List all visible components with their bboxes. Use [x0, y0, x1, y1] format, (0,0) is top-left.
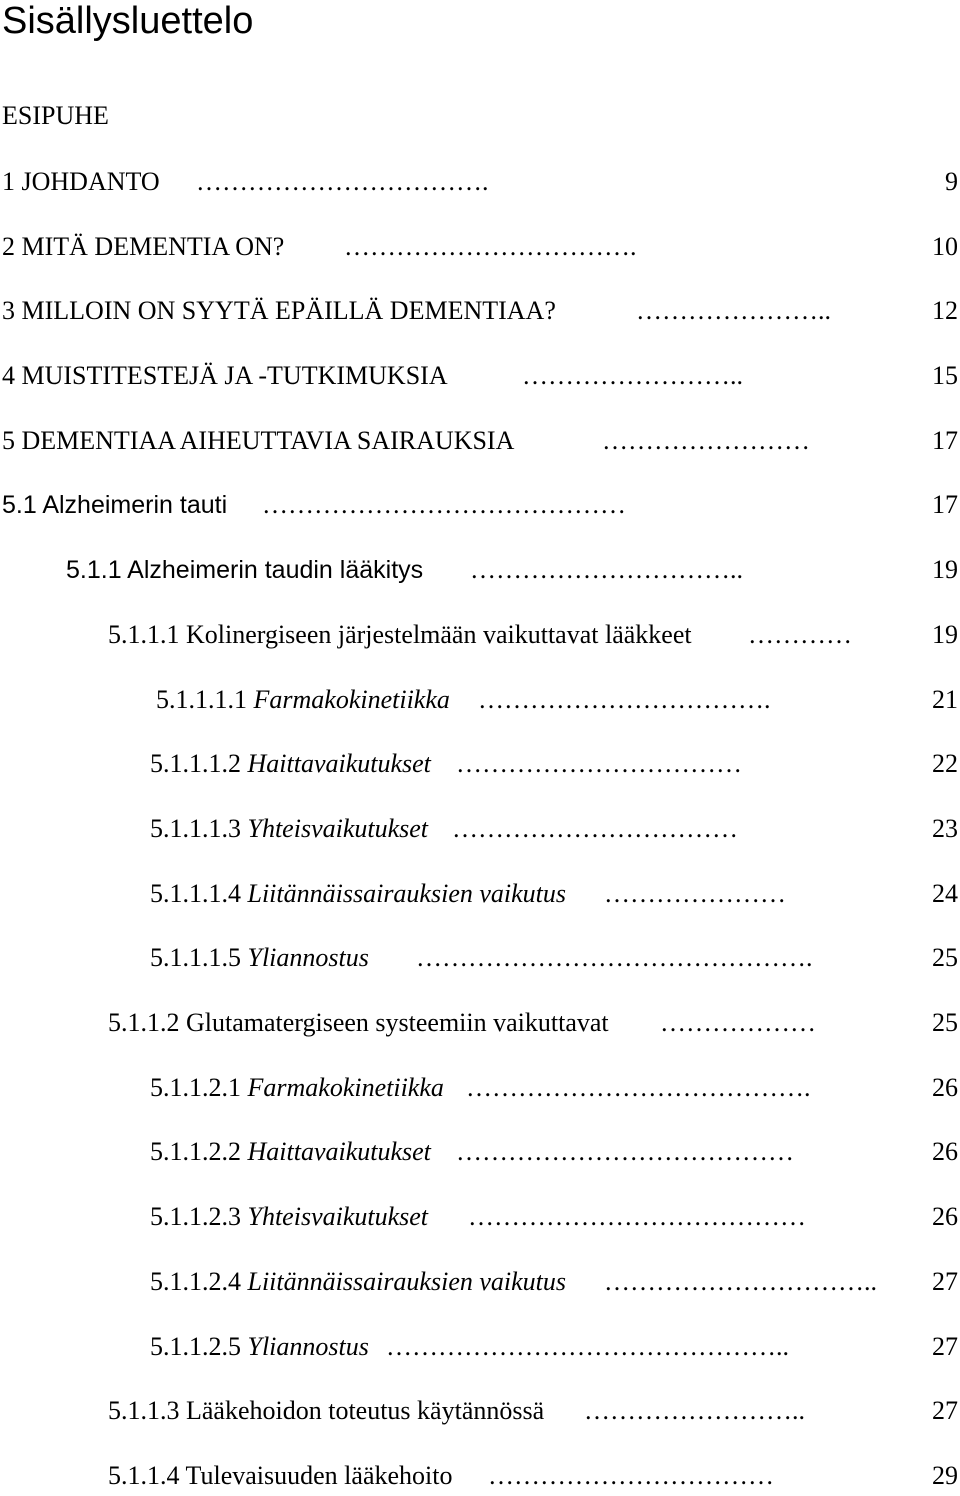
toc-entry: [0, 615, 960, 655]
toc-entry-text: [150, 1132, 431, 1172]
toc-entry-number: 5: [2, 426, 22, 455]
dot-leader: ………………………………….: [466, 1073, 811, 1102]
toc-entry-label: DEMENTIAA AIHEUTTAVIA SAIRAUKSIA: [21, 426, 515, 455]
dot-leader: ……………………………: [452, 814, 738, 843]
dot-leader: ………………………………………..: [386, 1332, 789, 1361]
toc-entry-text: [108, 1391, 544, 1431]
toc-entry-label: Alzheimerin tauti: [42, 491, 228, 519]
toc-entry-label: MILLOIN ON SYYTÄ EPÄILLÄ DEMENTIAA?: [21, 296, 556, 325]
toc-entry-number: 3: [2, 296, 22, 325]
toc-entry-label: Yhteisvaikutukset: [247, 814, 429, 843]
dot-leader: …………………..: [636, 296, 831, 325]
toc-entry-text: [108, 1456, 452, 1496]
toc-entry: [0, 1391, 960, 1431]
toc-entry-number: 5.1.1.1.2: [150, 749, 248, 778]
dot-leader: ……………………..: [522, 361, 743, 390]
toc-entry-label: MITÄ DEMENTIA ON?: [21, 232, 285, 261]
toc-entry: [0, 485, 960, 525]
dot-leader: …………: [748, 620, 852, 649]
toc-entry-number: 5.1.1.2.4: [150, 1267, 248, 1296]
toc-entry: [0, 680, 960, 720]
toc-entry-text: [66, 550, 423, 590]
page-number: 10: [932, 232, 958, 261]
toc-entry: [0, 550, 960, 590]
toc-entry-text: [156, 680, 450, 720]
toc-entry-number: 5.1.1.1.5: [150, 943, 248, 972]
toc-entry-text: [2, 485, 227, 525]
dot-leader: …………………………………: [468, 1202, 806, 1231]
toc-entry-text: [2, 96, 109, 136]
toc-entry: [0, 1003, 960, 1043]
toc-entry-number: 5.1.1.1: [108, 620, 186, 649]
toc-entry-text: [2, 421, 514, 461]
dot-leader: …………………………….: [344, 232, 637, 261]
toc-entry-number: 1: [2, 167, 22, 196]
page-number: 29: [932, 1461, 958, 1490]
dot-leader: ……………………………: [456, 749, 742, 778]
toc-entry-label: Alzheimerin taudin lääkitys: [127, 556, 424, 584]
toc-entry-label: Tulevaisuuden lääkehoito: [185, 1461, 453, 1490]
page-number: 19: [932, 555, 958, 584]
toc-entry-number: 5.1.1.2.1: [150, 1073, 248, 1102]
toc-entry-text: [2, 162, 160, 202]
dot-leader: ……………………..: [584, 1396, 805, 1425]
toc-entry-label: Liitännäissairauksien vaikutus: [247, 1267, 566, 1296]
page-number: 27: [932, 1267, 958, 1296]
toc-entry: [0, 291, 960, 331]
toc-entry-label: Liitännäissairauksien vaikutus: [247, 879, 566, 908]
toc-entry-label: Yliannostus: [247, 943, 369, 972]
toc-entry: [0, 1132, 960, 1172]
toc-entry-text: [150, 809, 428, 849]
toc-entry-label: Yhteisvaikutukset: [247, 1202, 429, 1231]
toc-entry-number: 5.1.1.3: [108, 1396, 186, 1425]
toc-entry-number: 5.1.1.2.5: [150, 1332, 248, 1361]
page-number: 22: [932, 749, 958, 778]
toc-entry-text: [150, 938, 369, 978]
toc-entry-text: [108, 615, 692, 655]
toc-entry: [0, 96, 960, 136]
toc-entry-label: ESIPUHE: [2, 101, 109, 130]
toc-entry-text: [150, 1327, 369, 1367]
dot-leader: ……………………………: [488, 1461, 774, 1490]
toc-entry: [0, 1068, 960, 1108]
toc-entry-number: 4: [2, 361, 22, 390]
toc-entry-number: 5.1.1.2.3: [150, 1202, 248, 1231]
toc-entry-number: 5.1.1.2: [108, 1008, 186, 1037]
toc-entry: [0, 938, 960, 978]
toc-entry-text: [150, 874, 566, 914]
dot-leader: …………………………..: [604, 1267, 877, 1296]
page-number: 25: [932, 1008, 958, 1037]
toc-entry: [0, 744, 960, 784]
toc-entry-label: Kolinergiseen järjestelmään vaikuttavat lääkkeet: [186, 620, 692, 649]
page-number: 24: [932, 879, 958, 908]
dot-leader: …………………………….: [478, 685, 771, 714]
page-number: 27: [932, 1396, 958, 1425]
toc-entry-label: Haittavaikutukset: [247, 749, 431, 778]
toc-entry-number: 5.1.1.2.2: [150, 1137, 248, 1166]
toc-entry: [0, 1327, 960, 1367]
page-number: 19: [932, 620, 958, 649]
toc-entry-label: MUISTITESTEJÄ JA -TUTKIMUKSIA: [21, 361, 448, 390]
toc-entry-label: Farmakokinetiikka: [247, 1073, 444, 1102]
toc-entry-text: [150, 1068, 444, 1108]
dot-leader: ……………………………………….: [416, 943, 813, 972]
toc-entry: [0, 162, 960, 202]
toc-entry: [0, 1456, 960, 1496]
toc-entry-label: Yliannostus: [247, 1332, 369, 1361]
toc-entry-label: Glutamatergiseen systeemiin vaikuttavat: [186, 1008, 609, 1037]
page-title: Sisällysluettelo: [2, 0, 254, 42]
dot-leader: …………………………..: [470, 555, 743, 584]
dot-leader: …………………………….: [196, 167, 489, 196]
toc-entry: [0, 809, 960, 849]
toc-entry-number: 5.1: [2, 491, 43, 519]
dot-leader: …………………: [604, 879, 786, 908]
toc-entry-number: 2: [2, 232, 22, 261]
toc-entry-text: [2, 227, 284, 267]
dot-leader: ……………………: [602, 426, 810, 455]
page-number: 26: [932, 1073, 958, 1102]
toc-entry: [0, 356, 960, 396]
page-number: 26: [932, 1137, 958, 1166]
toc-entry-text: [2, 356, 448, 396]
toc-entry-number: 5.1.1: [66, 556, 128, 584]
page-number: 12: [932, 296, 958, 325]
page-number: 17: [932, 490, 958, 519]
toc-entry-text: [150, 1262, 566, 1302]
toc-entry-number: 5.1.1.1.4: [150, 879, 248, 908]
toc-entry-label: Farmakokinetiikka: [253, 685, 450, 714]
toc-entry-label: Haittavaikutukset: [247, 1137, 431, 1166]
toc-entry: [0, 874, 960, 914]
dot-leader: ………………: [660, 1008, 816, 1037]
page-number: 27: [932, 1332, 958, 1361]
page-number: 23: [932, 814, 958, 843]
toc-entry-text: [2, 291, 556, 331]
toc-entry-text: [108, 1003, 609, 1043]
toc-entry-text: [150, 744, 431, 784]
toc-entry-number: 5.1.1.1.3: [150, 814, 248, 843]
dot-leader: …………………………………: [456, 1137, 794, 1166]
toc-entry-label: Lääkehoidon toteutus käytännössä: [186, 1396, 545, 1425]
dot-leader: ……………………………………: [262, 490, 626, 519]
page-number: 25: [932, 943, 958, 972]
toc-entry-text: [150, 1197, 428, 1237]
toc-entry-number: 5.1.1.1.1: [156, 685, 254, 714]
toc-entry: [0, 227, 960, 267]
page-number: 17: [932, 426, 958, 455]
toc-entry-label: JOHDANTO: [21, 167, 160, 196]
page-number: 15: [932, 361, 958, 390]
page-number: 26: [932, 1202, 958, 1231]
toc-entry: [0, 421, 960, 461]
toc-entry: [0, 1197, 960, 1237]
toc-entry: [0, 1262, 960, 1302]
toc-entry-number: 5.1.1.4: [108, 1461, 186, 1490]
page-number: 21: [932, 685, 958, 714]
page-number: 9: [945, 167, 958, 196]
